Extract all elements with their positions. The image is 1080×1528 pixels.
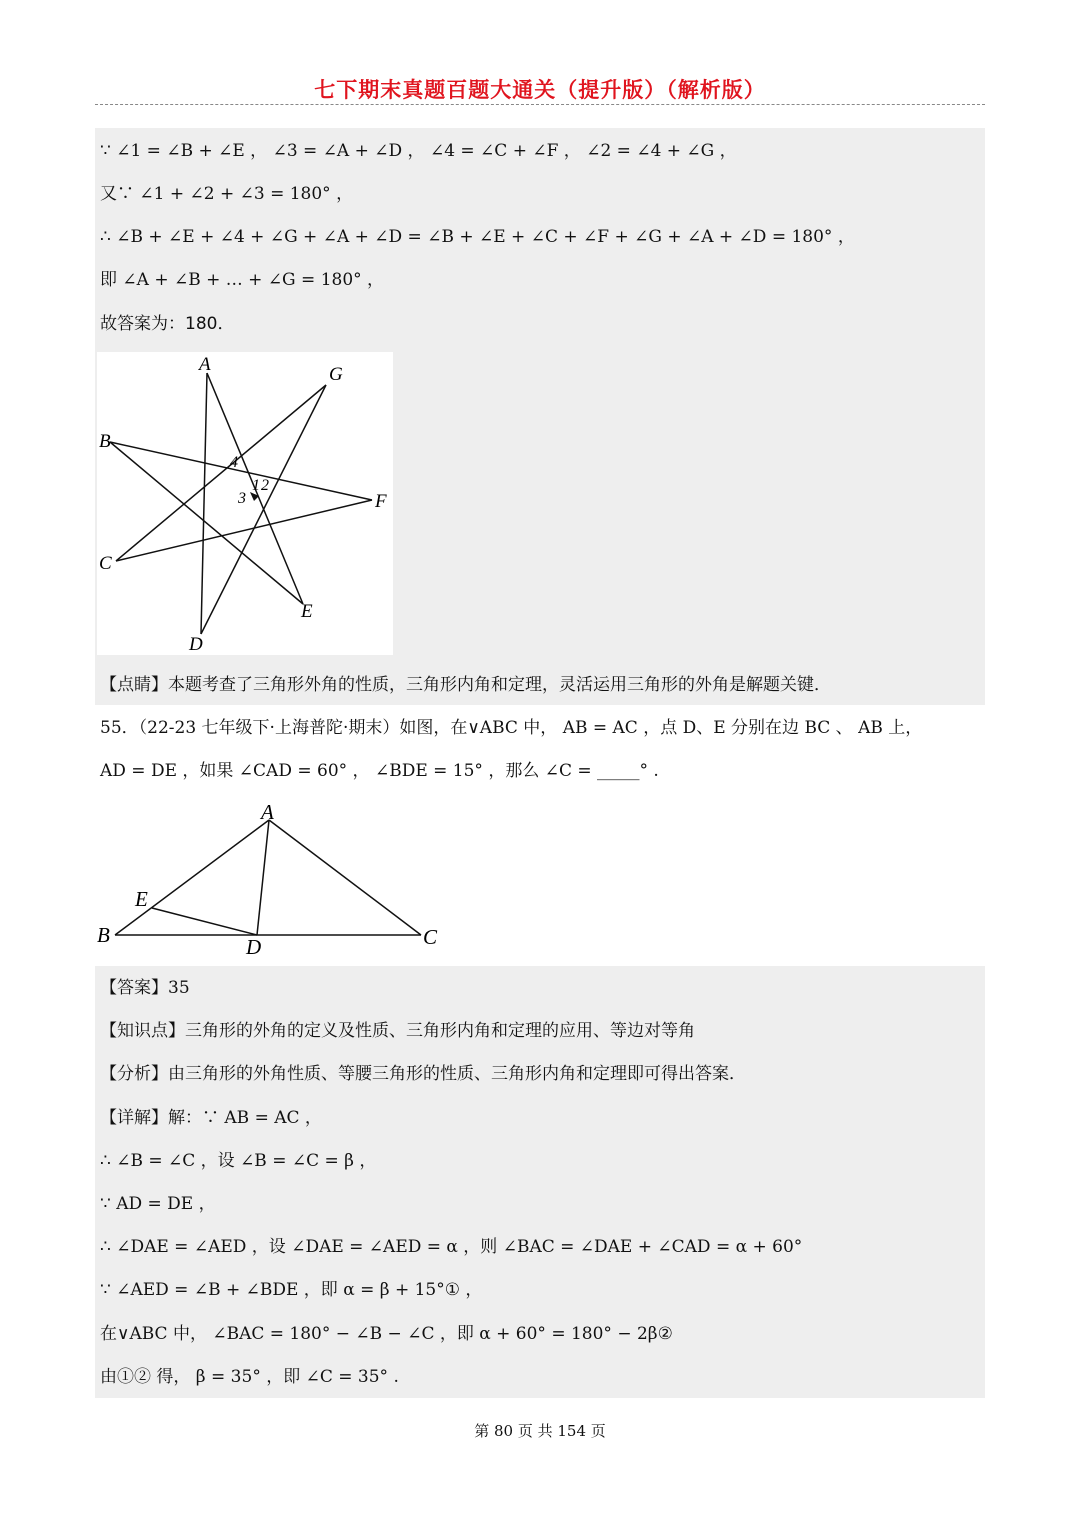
label-F: F (375, 491, 387, 512)
header-divider (95, 104, 985, 105)
answer-line: 【答案】35 (100, 978, 190, 998)
tri-label-E: E (135, 887, 148, 911)
detail-line-4: ∴ ∠DAE = ∠AED ，设 ∠DAE = ∠AED = α ，则 ∠BAC = ∠DAE + ∠CAD = α + 60° (100, 1237, 803, 1257)
solution-answer-line: 故答案为：180． (100, 314, 235, 334)
page-footer: 第 80 页 共 154 页 (474, 1422, 606, 1440)
detail-line-3: ∵ AD = DE ， (100, 1194, 216, 1214)
tri-label-D: D (246, 935, 262, 959)
problem-55-line-1: 55．（22-23 七年级下·上海普陀·期末）如图，在∨ABC 中， AB = AC ，点 D、E 分别在边 BC 、 AB 上， (100, 718, 923, 738)
detail-line-6: 在∨ABC 中， ∠BAC = 180° − ∠B − ∠C ，即 α + 60° = 180° − 2β② (100, 1324, 673, 1344)
side-AC (269, 820, 421, 935)
label-angle-2: 2 (261, 477, 269, 494)
label-angle-1: 1 (252, 477, 260, 494)
tri-label-C: C (423, 925, 438, 949)
problem-55-line-2: AD = DE ，如果 ∠CAD = 60° ， ∠BDE = 15° ，那么 ∠C = _____° . (100, 761, 659, 781)
solution-line-1: ∵ ∠1 = ∠B + ∠E ， ∠3 = ∠A + ∠D ， ∠4 = ∠C + ∠F ， ∠2 = ∠4 + ∠G ， (100, 141, 737, 161)
segment-ED (152, 908, 257, 935)
label-E: E (301, 601, 313, 622)
solution-line-4: 即 ∠A + ∠B + … + ∠G = 180° ， (100, 270, 385, 290)
detail-line-5: ∵ ∠AED = ∠B + ∠BDE ，即 α = β + 15°① ， (100, 1280, 483, 1300)
page-header-title: 七下期末真题百题大通关（提升版）（解析版） (314, 77, 766, 102)
label-angle-3: 3 (238, 490, 246, 507)
label-angle-4: 4 (230, 454, 238, 471)
label-A: A (199, 354, 211, 375)
analysis-line: 【分析】由三角形的外角性质、等腰三角形的性质、三角形内角和定理即可得出答案． (100, 1064, 746, 1084)
tri-label-B: B (97, 923, 110, 947)
solution-line-3: ∴ ∠B + ∠E + ∠4 + ∠G + ∠A + ∠D = ∠B + ∠E + ∠C + ∠F + ∠G + ∠A + ∠D = 180° ， (100, 227, 855, 247)
segment-AD (257, 820, 269, 935)
label-G: G (329, 364, 343, 385)
triangle-figure (95, 798, 455, 963)
knowledge-line: 【知识点】三角形的外角的定义及性质、三角形内角和定理的应用、等边对等角 (100, 1021, 695, 1041)
tri-label-A: A (261, 800, 274, 824)
triangle-lines (115, 820, 421, 935)
star-figure (97, 352, 393, 655)
label-D: D (189, 634, 203, 655)
label-C: C (99, 553, 112, 574)
detail-line-7: 由①② 得， β = 35° ，即 ∠C = 35° . (100, 1367, 399, 1387)
solution-comment: 【点睛】本题考查了三角形外角的性质，三角形内角和定理，灵活运用三角形的外角是解题关键． (100, 675, 831, 695)
label-B: B (99, 431, 111, 452)
detail-line-2: ∴ ∠B = ∠C ，设 ∠B = ∠C = β ， (100, 1151, 377, 1171)
detail-line-1: 【详解】解：∵ AB = AC ， (100, 1108, 322, 1128)
solution-line-2: 又∵ ∠1 + ∠2 + ∠3 = 180° ， (100, 184, 354, 204)
